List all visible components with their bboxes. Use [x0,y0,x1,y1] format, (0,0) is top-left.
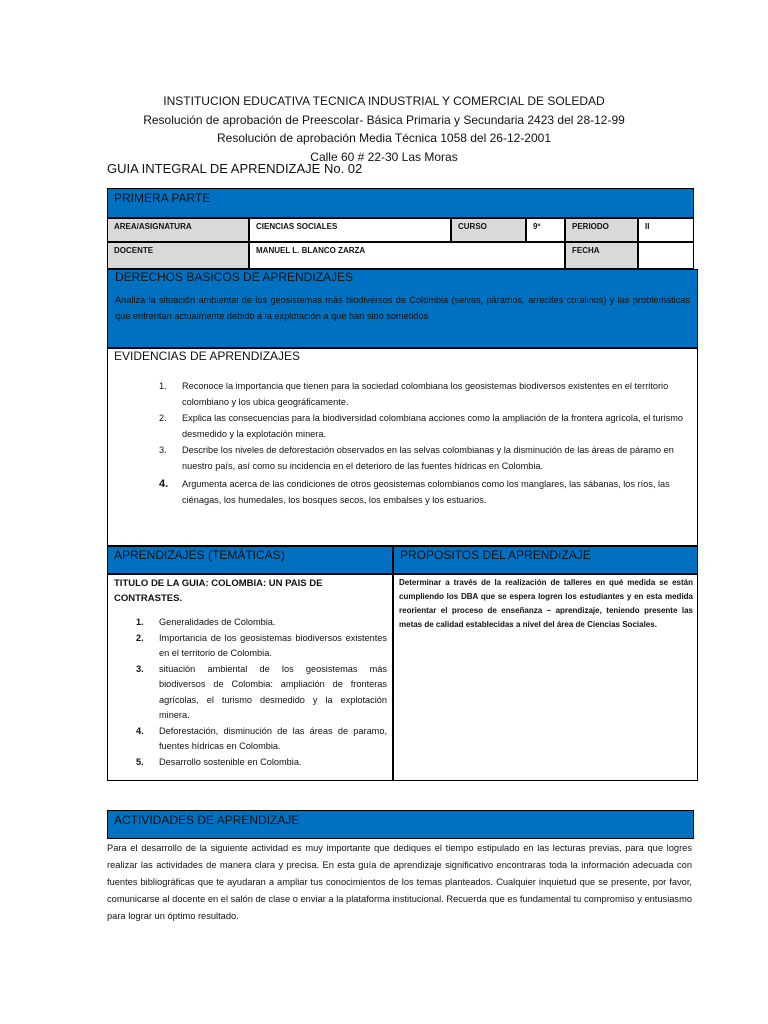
tematicas-list [136,615,387,770]
aprendizajes-body [107,574,393,781]
resolution-media: Resolución de aprobación Media Técnica 1058 del 26-12-2001 [216,131,551,145]
propositos-text: Determinar a través de la realización de talleres en qué medida se están cumpliendo los DBA que se espera logren los estudiantes y en esta medida reorientar el proceso de enseñanza – aprendizaje, teniendo presente las metas de calidad establecidas a nivel del área de Ciencias Sociales. [399,578,693,629]
propositos-header [393,546,698,574]
actividades-title: ACTIVIDADES DE APRENDIZAJE [114,813,300,827]
periodo-label: PERIODO [565,218,638,242]
aprendizajes-title: APRENDIZAJES (TEMÁTICAS) [114,548,285,562]
primera-parte-header [107,188,694,218]
evidencias-section [107,348,698,546]
evidencias-title: EVIDENCIAS DE APRENDIZAJES [114,349,301,363]
guia-titulo: TITULO DE LA GUIA: COLOMBIA: UN PAIS DE CONTRASTES. [114,578,323,604]
actividades-text: Para el desarrollo de la siguiente actividad es muy importante que dediques el tiempo estipulado en las lecturas previas, para que logres realizar las actividades de manera clara y precisa. En esta guía de aprendizaje significativo encontraras toda la información adecuada con fuentes bibliográficas que te ayudaran a ampliar tus conocimientos de los temas planteados. Cualquier inquietud que se presente, por favor, comunicarse al docente en el salón de clase o enviar a la plataforma institucional. Recuerda que es fundamental tu compromiso y entusiasmo para lograr un óptimo resultado. [107,843,692,921]
tematica-item: 2. Importancia de los geosistemas biodiversos existentes en el territorio de Colombia. [136,632,387,658]
actividades-header [107,810,694,839]
address: Calle 60 # 22-30 Las Moras [310,149,458,164]
tematica-item: 3. situación ambiental de los geosistemas más biodiversos de Colombia: ampliación de fronteras agrícolas, el turismo desmedido y la explotación minera. [136,663,387,720]
periodo-value: II [638,218,694,242]
primera-parte-title: PRIMERA PARTE [114,191,211,205]
area-value: CIENCIAS SOCIALES [249,218,451,242]
propositos-body [393,574,698,781]
tematica-item: 1. Generalidades de Colombia. [136,617,276,627]
document-header [0,92,768,166]
evidencia-item: 4. Argumenta acerca de las condiciones de otros geosistemas colombianos como los manglares, las sábanas, los ríos, las ciénagas, los humedales, los bosques secos, los embalses y los estuarios. [159,478,670,505]
dba-title: DERECHOS BASICOS DE APRENDIZAJES [115,270,354,284]
evidencia-item: 2. Explica las consecuencias para la biodiversidad colombiana acciones como la ampliación de la frontera agrícola, el turismo desmedido y la explotación minera. [159,413,683,439]
institution-name: INSTITUCION EDUCATIVA TECNICA INDUSTRIAL Y COMERCIAL DE SOLEDAD [163,94,605,108]
evidencias-list [159,378,692,508]
curso-label: CURSO [451,218,526,242]
propositos-title: PROPOSITOS DEL APRENDIZAJE [400,548,591,562]
resolution-primary: Resolución de aprobación de Preescolar- Básica Primaria y Secundaria 2423 del 28-12-99 [143,112,625,127]
evidencia-item: 1. Reconoce la importancia que tienen para la sociedad colombiana los geosistemas biodiversos existentes en el territorio colombiano y los ubica geográficamente. [159,381,669,407]
tematica-item: 4. Deforestación, disminución de las áreas de paramo, fuentes hídricas en Colombia. [136,725,387,751]
evidencia-item: 3. Describe los niveles de deforestación observados en las selvas colombianas y la disminución de las áreas de páramo en nuestro país, así como su incidencia en el deterioro de las fuentes hídricas en Colombia. [159,445,674,471]
dba-section [107,269,698,348]
fecha-value [638,242,694,269]
tematica-item: 5. Desarrollo sostenible en Colombia. [136,756,302,767]
aprendizajes-header [107,546,393,574]
guide-title: GUIA INTEGRAL DE APRENDIZAJE No. 02 [107,161,363,176]
area-label: AREA/ASIGNATURA [107,218,249,242]
docente-value: MANUEL L. BLANCO ZARZA [249,242,565,269]
fecha-label: FECHA [565,242,638,269]
dba-text: Analiza la situación ambiental de los geosistemas más biodiversos de Colombia (selvas, páramos, arrecifes coralinos) y las problemáticas que enfrentan actualmente debido a la explotación a que han sido sometidos [115,295,690,321]
docente-label: DOCENTE [107,242,249,269]
curso-value: 9º [526,218,565,242]
